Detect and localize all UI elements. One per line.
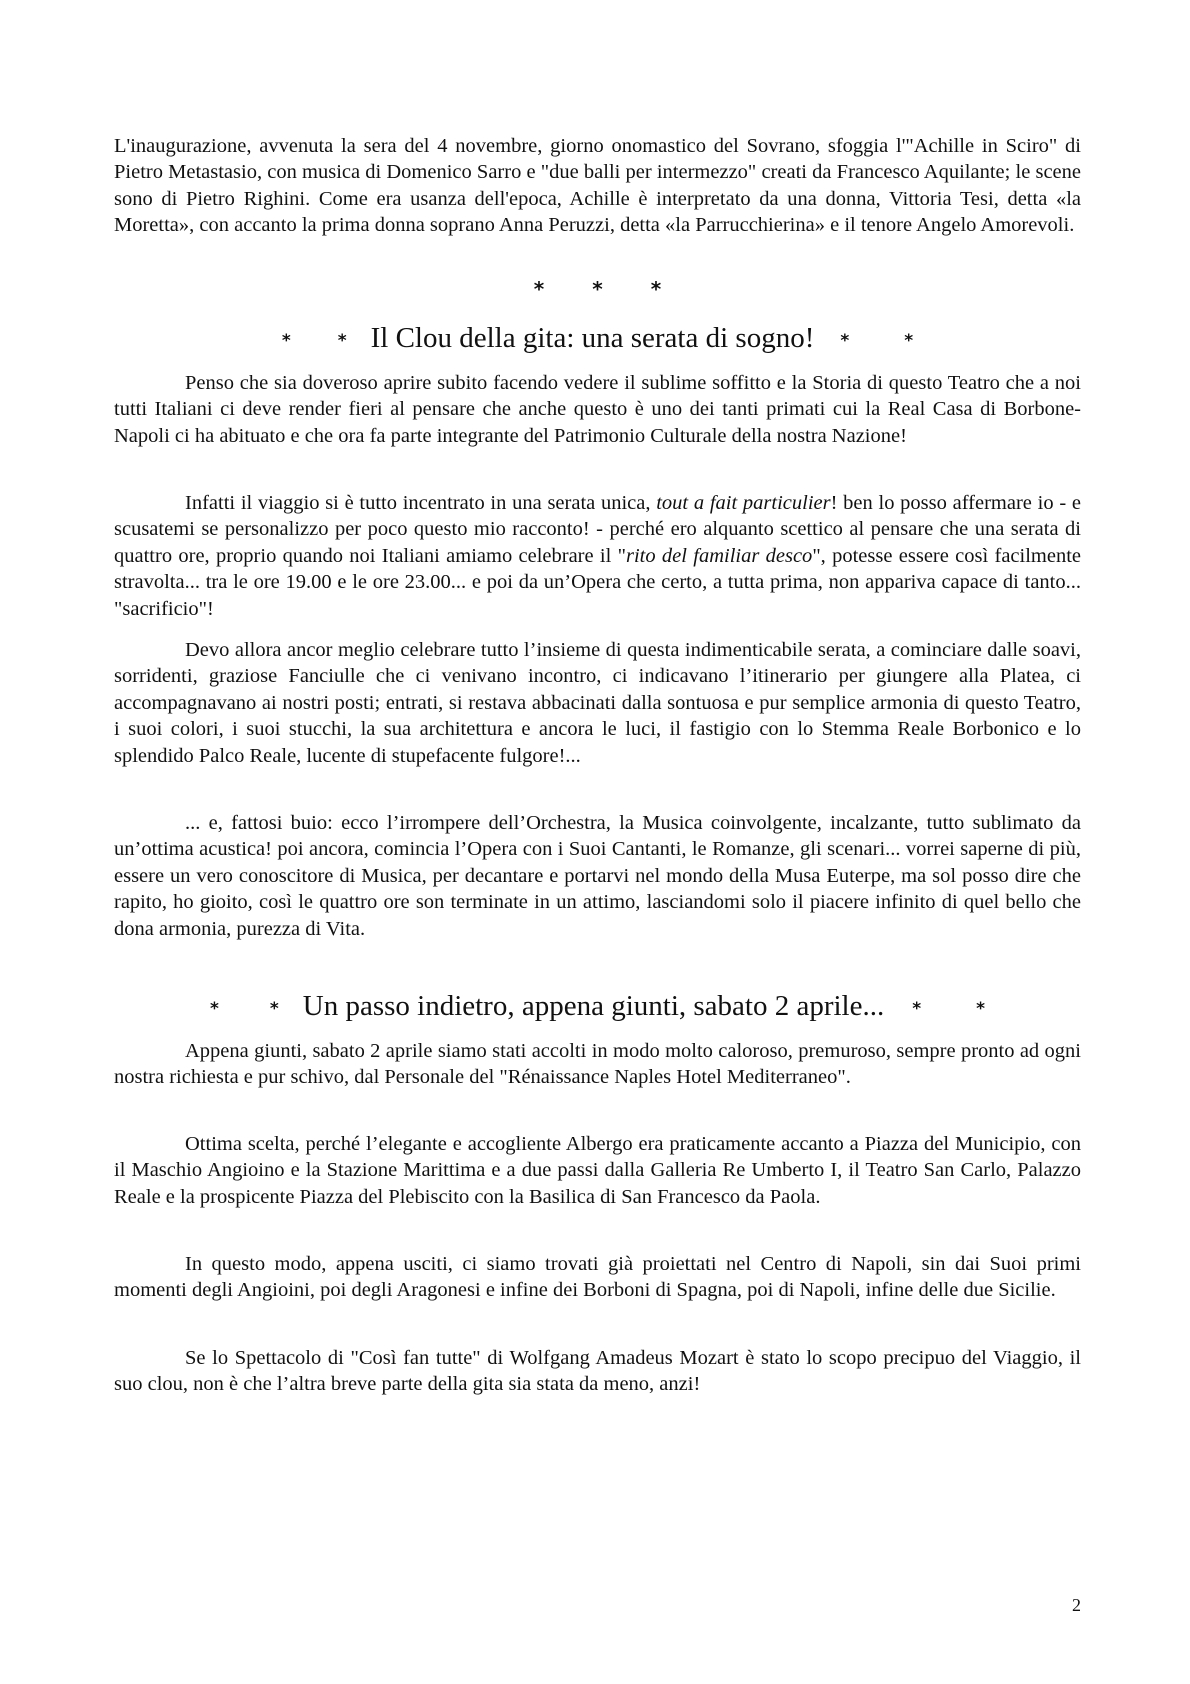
paragraph: Se lo Spettacolo di "Così fan tutte" di Wolfgang Amadeus Mozart è stato lo scopo precipuo del Viaggio, il suo clou, non è che l’altra breve parte della gita sia stata da meno, anzi! <box>114 1347 1081 1396</box>
heading-star: * <box>904 330 914 351</box>
section-heading-arrival <box>114 986 1081 1026</box>
intro-paragraph: L'inaugurazione, avvenuta la sera del 4 novembre, giorno onomastico del Sovrano, sfoggia l'"Achille in Sciro" di Pietro Metastasio, con musica di Domenico Sarro e "due balli per intermezzo" creati da Francesco Aquilante; le scene sono di Pietro Righini. Come era usanza dell'epoca, Achille è interpretato da una donna, Vittoria Tesi, detta «la Moretta», con accanto la prima donna soprano Anna Peruzzi, detta «la Parrucchierina» e il tenore Angelo Amorevoli. <box>114 135 1081 237</box>
italic-phrase: tout a fait particulier <box>656 492 831 514</box>
separator-star: * <box>592 277 603 301</box>
heading-star: * <box>209 998 219 1019</box>
heading-star: * <box>281 330 291 351</box>
separator-star: * <box>650 277 662 301</box>
paragraph: Penso che sia doveroso aprire subito facendo vedere il sublime soffitto e la Storia di questo Teatro che a noi tutti Italiani ci deve render fieri al pensare che anche questo è uno dei tanti primati cui la Real Casa di Borbone-Napoli ci ha abituato e che ora fa parte integrante del Patrimonio Culturale della nostra Nazione! <box>114 372 1081 447</box>
section-title: Un passo indietro, appena giunti, sabato 2 aprile... <box>302 989 885 1022</box>
section-separator <box>114 276 1081 306</box>
paragraph: Devo allora ancor meglio celebrare tutto l’insieme di questa indimenticabile serata, a cominciare dalle soavi, sorridenti, graziose Fanciulle che ci venivano incontro, ci indicavano l’itinerario per giungere alla Platea, ci accompagnavano ai nostri posti; entrati, si restava abbacinati dalla sontuosa e pur semplice armonia di questo Teatro, i suoi colori, i suoi stucchi, la sua architettura e ancora le luci, il fastigio con lo Stemma Reale Borbonico e lo splendido Palco Reale, lucente di stupefacente fulgore!... <box>114 639 1081 767</box>
paragraph: Appena giunti, sabato 2 aprile siamo stati accolti in modo molto caloroso, premuroso, sempre pronto ad ogni nostra richiesta e pur schivo, dal Personale del "Rénaissance Naples Hotel Mediterraneo". <box>114 1040 1081 1089</box>
paragraph: ... e, fattosi buio: ecco l’irrompere dell’Orchestra, la Musica coinvolgente, incalzante, tutto sublimato da un’ottima acustica! poi ancora, comincia l’Opera con i Suoi Cantanti, le Romanze, gli scenari... vorrei saperne di più, essere un vero conoscitore di Musica, per decantare e portarvi nel mondo della Musa Euterpe, ma sol posso dire che rapito, ho gioito, così le quattro ore son terminate in un attimo, lasciandomi solo il piacere infinito di quel bello che dona armonia, purezza di Vita. <box>114 812 1081 940</box>
heading-star: * <box>269 998 279 1019</box>
separator-star: * <box>533 277 545 301</box>
heading-star: * <box>976 998 986 1019</box>
heading-star: * <box>840 330 850 351</box>
paragraph: Infatti il viaggio si è tutto incentrato in una serata unica, tout a fait particulier! ben lo posso affermare io - e scusatemi se personalizzo per poco questo mio racconto! - perché ero alquanto scettico al pensare che una serata di quattro ore, proprio quando noi Italiani amiamo celebrare il "rito del familiar desco", potesse essere così facilmente stravolta... tra le ore 19.00 e le ore 23.00... e poi da un’Opera che certo, a tutta prima, non appariva capace di tanto... "sacrificio"! <box>114 492 1081 620</box>
heading-star: * <box>912 998 922 1019</box>
italic-phrase: rito del familiar desco <box>625 544 813 567</box>
section-title: Il Clou della gita: una serata di sogno! <box>370 321 815 354</box>
page-number: 2 <box>1072 1595 1081 1615</box>
document-page <box>114 0 1081 1684</box>
paragraph: Ottima scelta, perché l’elegante e accogliente Albergo era praticamente accanto a Piazza del Municipio, con il Maschio Angioino e la Stazione Marittima e a due passi dalla Galleria Re Umberto I, il Teatro San Carlo, Palazzo Reale e la prospicente Piazza del Plebiscito con la Basilica di San Francesco da Paola. <box>114 1133 1081 1208</box>
paragraph: In questo modo, appena usciti, ci siamo trovati già proiettati nel Centro di Napoli, sin dai Suoi primi momenti degli Angioini, poi degli Aragonesi e infine dei Borboni di Spagna, poi di Napoli, infine delle due Sicilie. <box>114 1253 1081 1302</box>
heading-star: * <box>337 330 347 351</box>
section-heading-clou <box>114 318 1081 358</box>
